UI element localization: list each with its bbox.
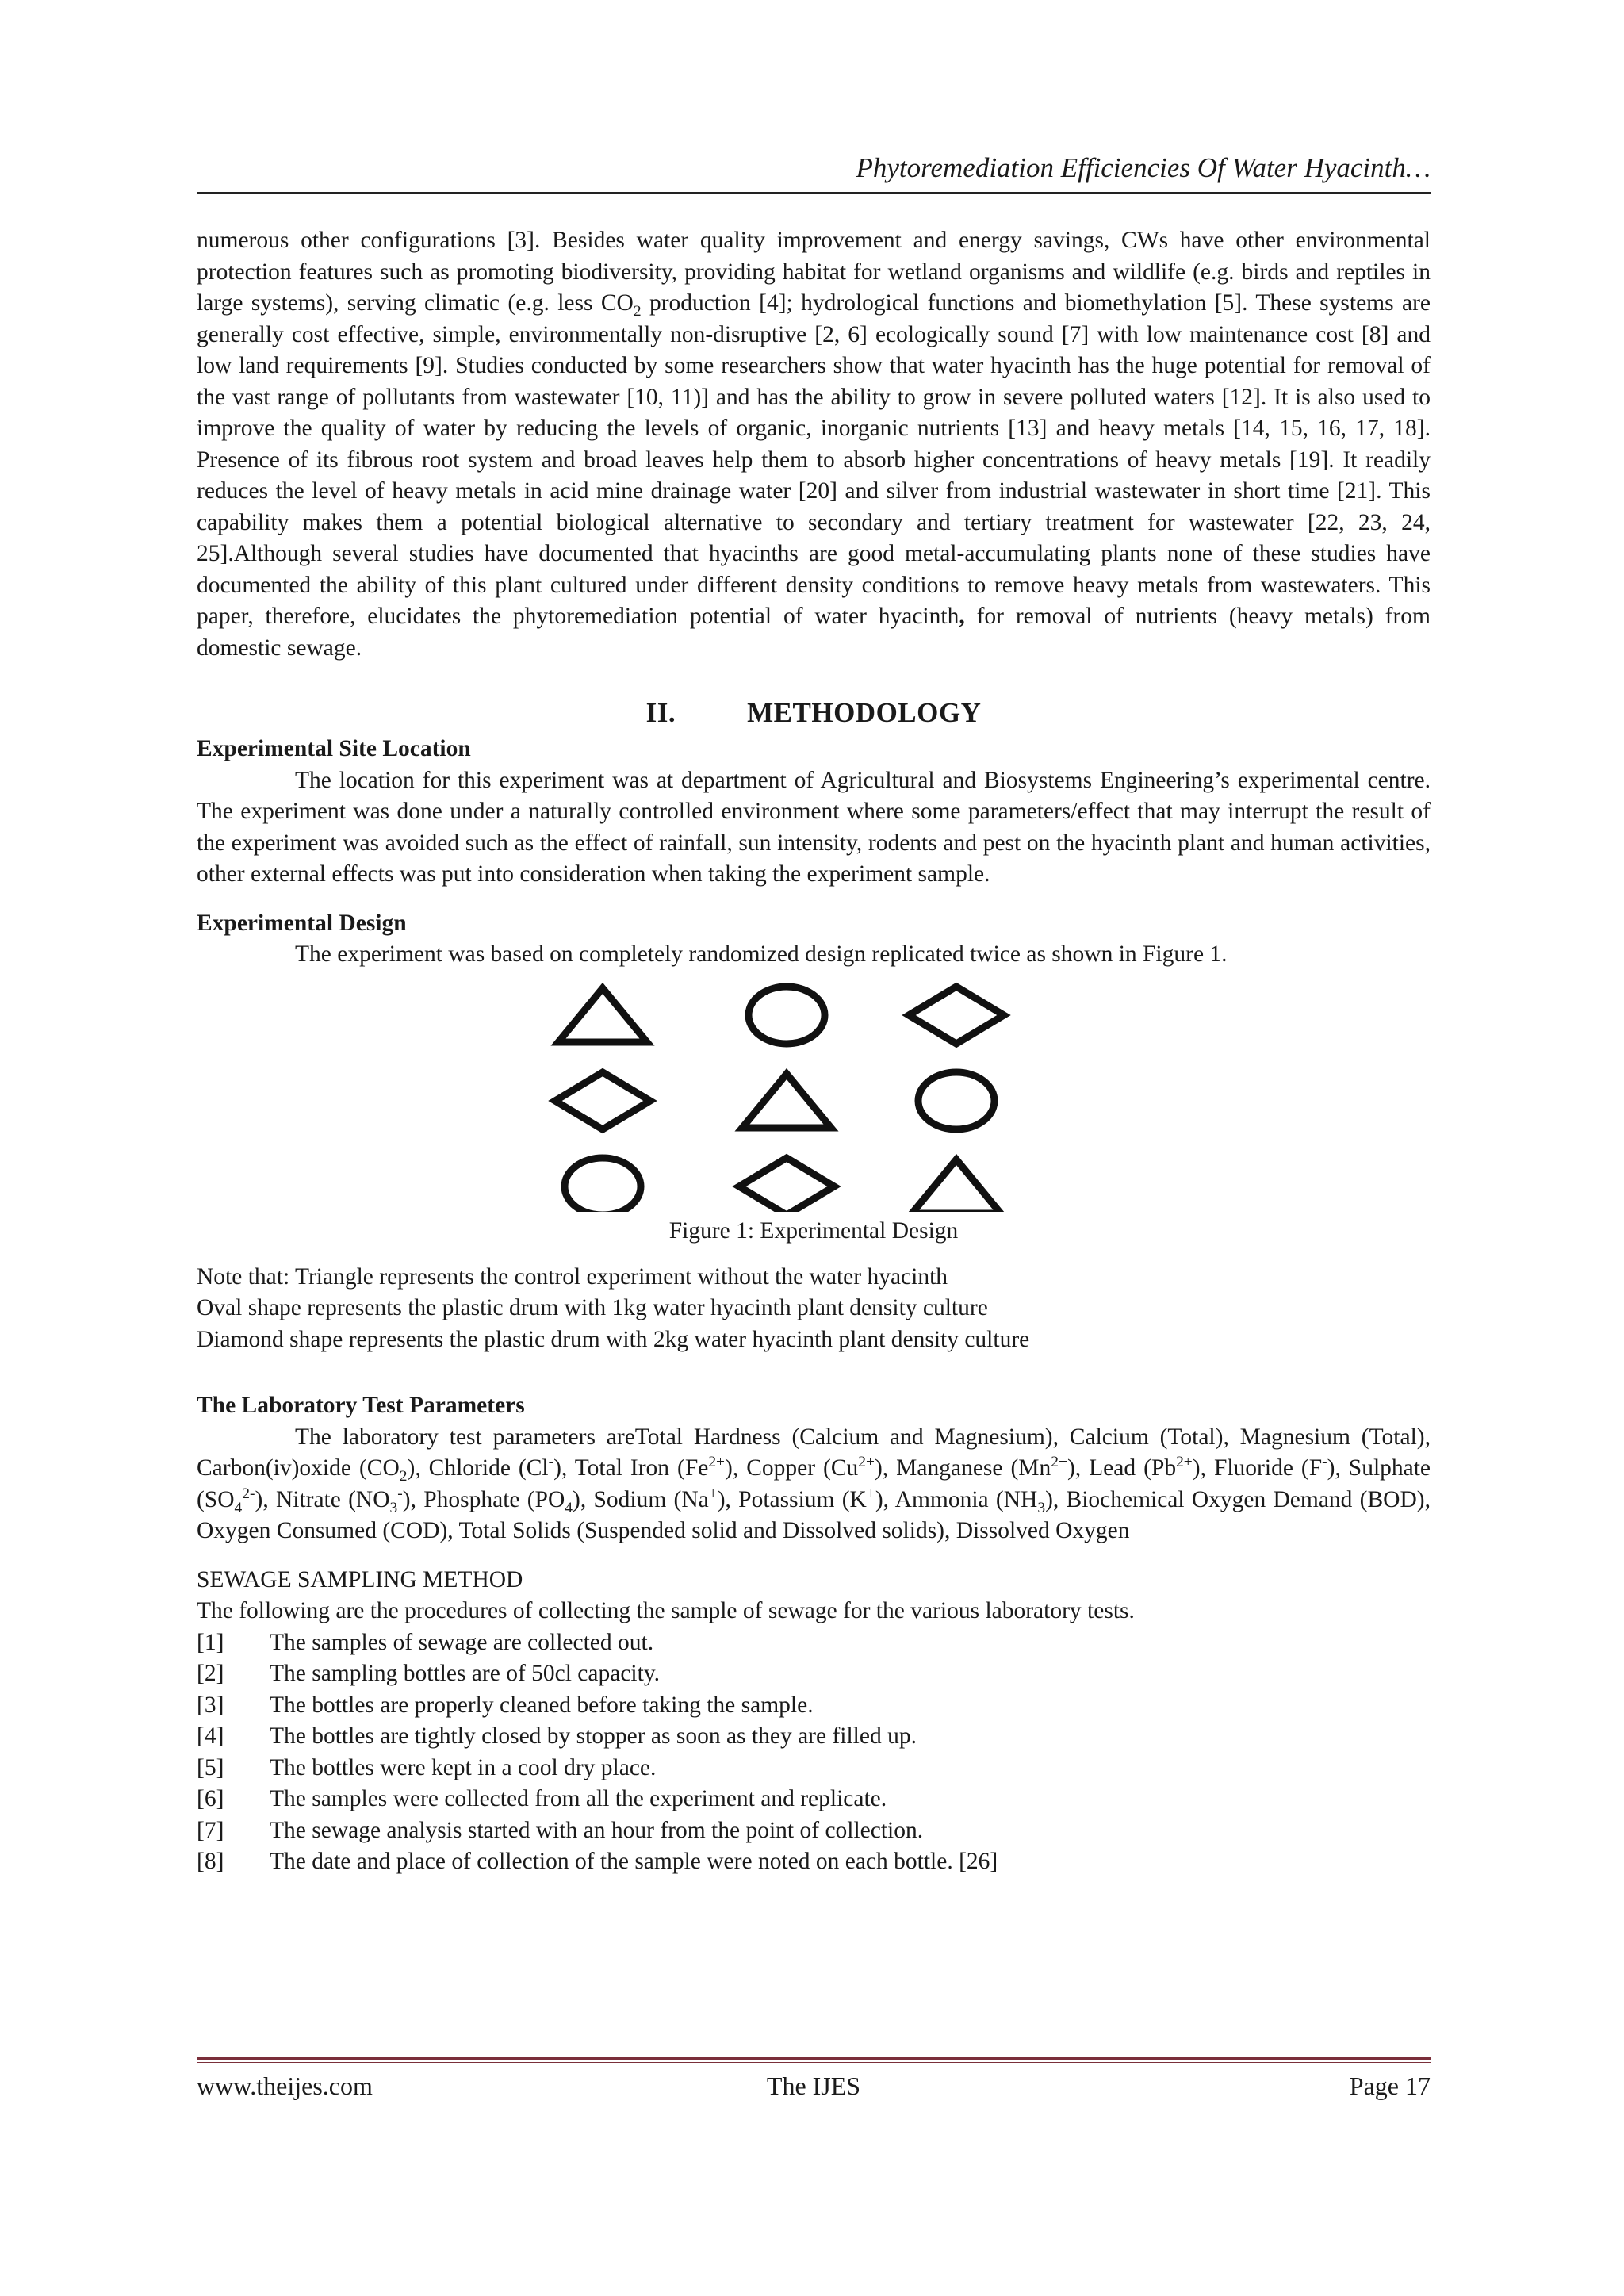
triangle-shape (912, 1159, 1001, 1212)
lab-heading: The Laboratory Test Parameters (197, 1393, 525, 1418)
list-item: [7] The sewage analysis started with an hour from the point of collection. (197, 1817, 924, 1843)
design-heading: Experimental Design (197, 910, 407, 936)
sampling-heading: SEWAGE SAMPLING METHOD (197, 1566, 523, 1593)
figure-notes (197, 1262, 1431, 1356)
lab-paragraph: The laboratory test parameters areTotal Hardness (Calcium and Magnesium), Calcium (Total), Magnesium (Total), Carbon(iv)oxide $(CO_2)$, Chloride (Cl-), Total Iron $(Fe^{2+})$, Copper $(Cu^{2+})$, Manganese $(Mn^{2+})$, Lead $(Pb^{2+})$, Fluoride (F-), Sulphate $(SO_4^{2-})$, Nitrate $(NO_3^-)$, Phosphate $(PO_4)$, Sodium (Na+), Potassium (K+), Ammonia $(NH_3)$, Biochemical Oxygen Demand (BOD), Oxygen Consumed (COD), Total Solids (Suspended solid and Dissolved solids), Dissolved Oxygen (197, 1424, 1431, 1543)
diamond-shape (909, 987, 1004, 1044)
footer-rule (197, 2057, 1431, 2060)
note-line: Oval shape represents the plastic drum with 1kg water hyacinth plant density culture (197, 1295, 988, 1320)
list-item: [3] The bottles are properly cleaned before taking the sample. (197, 1692, 814, 1718)
design-paragraph: The experiment was based on completely randomized design replicated twice as shown in Figure 1. (295, 941, 1228, 967)
list-item: [6] The samples were collected from all the experiment and replicate. (197, 1786, 887, 1811)
diamond-shape (555, 1072, 650, 1129)
triangle-shape (558, 988, 647, 1042)
diamond-shape (739, 1158, 834, 1212)
sampling-intro: The following are the procedures of collecting the sample of sewage for the various laboratory tests. (197, 1598, 1135, 1623)
body-text (197, 225, 1431, 1878)
list-item: [4] The bottles are tightly closed by stopper as soon as they are filled up. (197, 1723, 917, 1749)
running-title: Phytoremediation Efficiencies Of Water Hyacinth… (856, 152, 1431, 183)
footer-rule (197, 2062, 1431, 2063)
section-heading: II. METHODOLOGY (645, 697, 982, 728)
footer-journal: The IJES (766, 2072, 861, 2100)
list-item: [8] The date and place of collection of the sample were noted on each bottle. [26] (197, 1849, 998, 1874)
note-line: Diamond shape represents the plastic drum with 2kg water hyacinth plant density culture (197, 1326, 1030, 1352)
oval-shape (565, 1158, 641, 1212)
note-line: Note that: Triangle represents the control experiment without the water hyacinth (197, 1263, 948, 1290)
experimental-design-figure (197, 971, 1431, 1209)
header-rule (197, 192, 1431, 194)
footer-website: www.theijes.com (197, 2072, 373, 2100)
intro-paragraph: numerous other configurations [3]. Besides water quality improvement and energy savings, CWs have other environmental protection features such as promoting biodiversity, providing habitat for wetland organisms and wildlife (e.g. birds and reptiles in large systems), serving climatic (e.g. less $CO_2$ production [4]; hydrological functions and biomethylation [5]. These systems are generally cost effective, simple, environmentally non-disruptive [2, 6] ecologically sound [7] with low maintenance cost [8] and low land requirements [9]. Studies conducted by some researchers show that water hyacinth has the huge potential for removal of the vast range of pollutants from wastewater [10, 11)] and has the ability to grow in severe polluted waters [12]. It is also used to improve the quality of water by reducing the levels of organic, inorganic nutrients [13] and heavy metals [14, 15, 16, 17, 18]. Presence of its fibrous root system and broad leaves help them to absorb higher concentrations of heavy metals [19]. It readily reduces the level of heavy metals in acid mine drainage water [20] and silver from industrial wastewater in short time [21]. This capability makes them a potential biological alternative to secondary and tertiary treatment for wastewater [22, 23, 24, 25].Although several studies have documented that hyacinths are good metal-accumulating plants none of these studies have documented the ability of this plant cultured under different density conditions to remove heavy metals from wastewaters. This paper, therefore, elucidates the phytoremediation potential of water hyacinth, for removal of nutrients (heavy metals) from domestic sewage. (197, 228, 1431, 661)
triangle-shape (742, 1074, 831, 1128)
footer-page-number: Page 17 (1349, 2072, 1431, 2100)
site-paragraph: The location for this experiment was at department of Agricultural and Biosystems Engineering’s experimental centre. The experiment was done under a naturally controlled environment where some parameters/effect that may interrupt the result of the experiment was avoided such as the effect of rainfall, sun intensity, rodents and pest on the hyacinth plant and human activities, other external effects was put into consideration when taking the experiment sample. (197, 767, 1431, 887)
site-heading: Experimental Site Location (197, 736, 471, 761)
sampling-steps (197, 1627, 1431, 1878)
oval-shape (918, 1072, 994, 1129)
oval-shape (749, 987, 825, 1044)
design-grid (523, 974, 1102, 1212)
figure-caption: Figure 1: Experimental Design (668, 1217, 959, 1244)
list-item: [2] The sampling bottles are of 50cl capacity. (197, 1661, 661, 1686)
list-item: [5] The bottles were kept in a cool dry place. (197, 1754, 657, 1780)
list-item: [1] The samples of sewage are collected out. (197, 1629, 654, 1655)
